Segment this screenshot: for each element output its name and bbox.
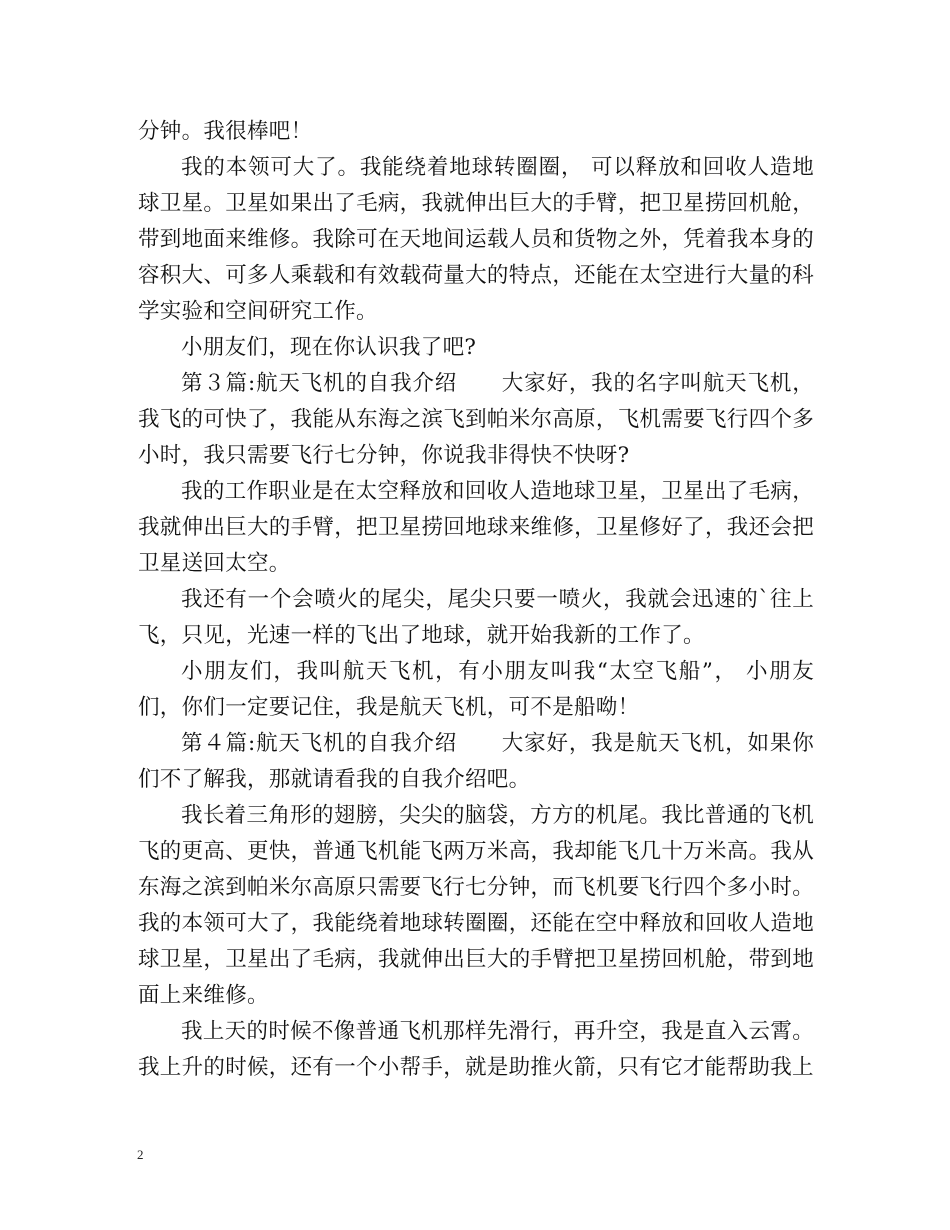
paragraph-section-3: 第３篇:航天飞机的自我介绍 大家好，我的名字叫航天飞机，我飞的可快了，我能从东海之滨飞到帕米尔高原，飞机需要飞行四个多小时，我只需要飞行七分钟，你说我非得快不快呀? — [138, 371, 814, 468]
paragraph-continuation: 分钟。我很棒吧！ — [138, 119, 313, 144]
paragraph: 我长着三角形的翅膀，尖尖的脑袋，方方的机尾。我比普通的飞机飞的更高、更快，普通飞机能飞两万米高，我却能飞几十万米高。我从东海之滨到帕米尔高原只需要飞行七分钟，而飞机要飞行四个多小时。我的本领可大了，我能绕着地球转圈圈，还能在空中释放和回收人造地球卫星，卫星出了毛病，我就伸出巨大的手臂把卫星捞回机舱，带到地面上来维修。 — [138, 803, 814, 1008]
page-number: 2 — [137, 1147, 144, 1162]
paragraph: 我的工作职业是在太空释放和回收人造地球卫星，卫星出了毛病，我就伸出巨大的手臂，把卫星捞回地球来维修，卫星修好了，我还会把卫星送回太空。 — [138, 479, 814, 576]
paragraph: 小朋友们，现在你认识我了吧? — [181, 335, 477, 360]
paragraph: 我还有一个会喷火的尾尖，尾尖只要一喷火，我就会迅速的`往上飞，只见，光速一样的飞出了地球，就开始我新的工作了。 — [138, 587, 814, 648]
paragraph: 我上天的时候不像普通飞机那样先滑行，再升空，我是直入云霄。我上升的时候，还有一个小帮手，就是助推火箭，只有它才能帮助我上 — [138, 1019, 814, 1080]
document-body — [138, 114, 814, 1086]
paragraph-section-4: 第４篇:航天飞机的自我介绍 大家好，我是航天飞机，如果你们不了解我，那就请看我的自我介绍吧。 — [138, 731, 814, 792]
paragraph: 我的本领可大了。我能绕着地球转圈圈， 可以释放和回收人造地球卫星。卫星如果出了毛病，我就伸出巨大的手臂，把卫星捞回机舱，带到地面来维修。我除可在天地间运载人员和货物之外，凭着我本身的容积大、可多人乘载和有效载荷量大的特点，还能在太空进行大量的科学实验和空间研究工作。 — [138, 155, 814, 324]
paragraph: 小朋友们，我叫航天飞机，有小朋友叫我“太空飞船”， 小朋友们，你们一定要记住，我是航天飞机，可不是船呦！ — [138, 659, 814, 720]
